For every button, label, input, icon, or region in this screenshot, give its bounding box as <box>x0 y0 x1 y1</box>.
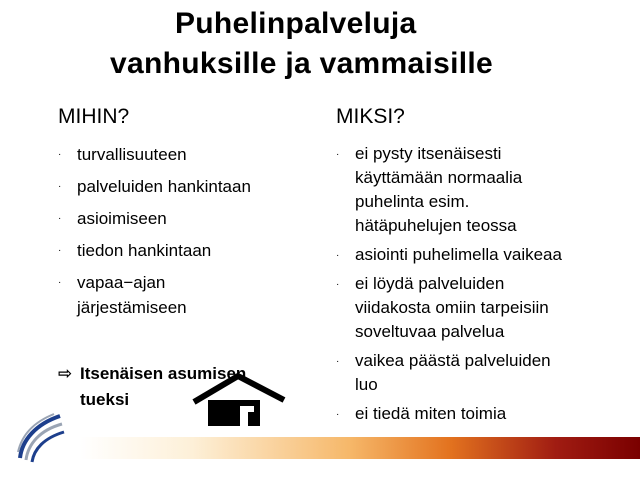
right-column-heading: MIKSI? <box>336 105 405 128</box>
title-line-2: vanhuksille ja vammaisille <box>110 47 494 80</box>
list-item-text: puhelinta esim. <box>355 192 470 211</box>
callout-line-1: Itsenäisen asumisen <box>80 364 247 383</box>
house-icon <box>192 372 288 428</box>
list-item-text: vaikea päästä palveluiden <box>355 351 551 370</box>
list-item <box>58 174 323 199</box>
bullet-marker: · <box>58 181 62 192</box>
footer-gradient-bar <box>80 437 640 459</box>
bullet-marker: · <box>336 279 340 290</box>
list-item <box>58 270 323 320</box>
bullet-marker: · <box>336 250 340 261</box>
list-item <box>336 402 626 426</box>
list-item-text: hätäpuhelujen teossa <box>355 216 517 235</box>
list-item-text: asiointi puhelimella vaikeaa <box>355 245 562 264</box>
left-column-heading: MIHIN? <box>58 105 130 128</box>
bullet-marker: · <box>336 409 340 420</box>
list-item <box>58 142 323 167</box>
list-item-text: ei tiedä miten toimia <box>355 404 507 423</box>
bullet-marker: · <box>58 245 62 256</box>
list-item-text: turvallisuuteen <box>77 145 187 164</box>
list-item <box>336 142 626 238</box>
list-item-text: asioimiseen <box>77 209 167 228</box>
list-item <box>58 206 323 231</box>
list-item-text: käyttämään normaalia <box>355 168 523 187</box>
left-bullet-list <box>58 142 323 327</box>
list-item-text: luo <box>355 375 378 394</box>
list-item-text: viidakosta omiin tarpeisiin <box>355 298 549 317</box>
list-item-text: vapaa−ajan <box>77 273 166 292</box>
title-line-1: Puhelinpalveluja <box>175 7 417 40</box>
bullet-marker: · <box>58 277 62 288</box>
slide-title <box>0 4 640 84</box>
callout-line-2: tueksi <box>80 390 130 409</box>
bullet-marker: · <box>336 149 340 160</box>
bullet-marker: · <box>336 356 340 367</box>
list-item-text: palveluiden hankintaan <box>77 177 251 196</box>
list-item-text: tiedon hankintaan <box>77 241 212 260</box>
hollow-right-arrow-icon: ⇨ <box>58 364 73 383</box>
list-item <box>336 243 626 267</box>
list-item-text: järjestämiseen <box>77 298 187 317</box>
bullet-marker: · <box>58 149 62 160</box>
list-item <box>336 349 626 397</box>
right-bullet-list <box>336 142 626 431</box>
list-item-text: ei löydä palveluiden <box>355 274 505 293</box>
bullet-marker: · <box>58 213 62 224</box>
logo-icon <box>14 412 66 464</box>
list-item-text: soveltuvaa palvelua <box>355 322 505 341</box>
list-item <box>58 238 323 263</box>
list-item-text: ei pysty itsenäisesti <box>355 144 502 163</box>
list-item <box>336 272 626 344</box>
